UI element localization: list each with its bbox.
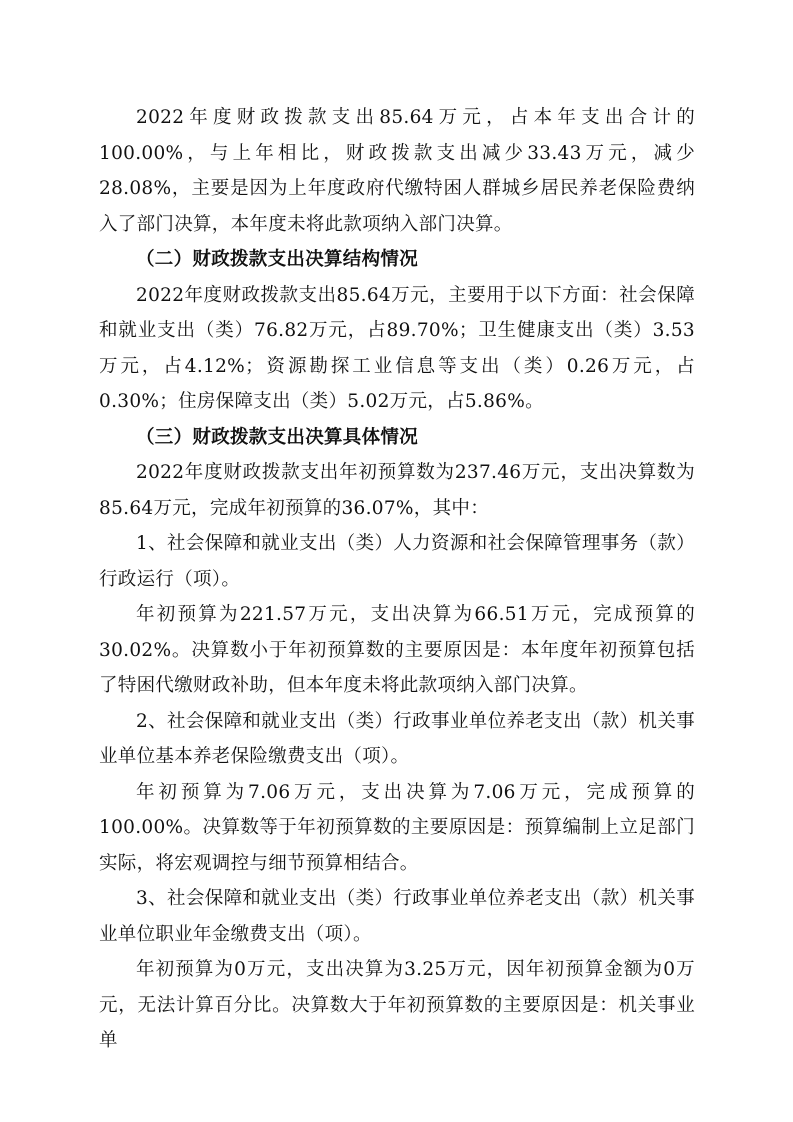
paragraph-item-1-body: 年初预算为221.57万元，支出决算为66.51万元，完成预算的30.02%。决算数小于年初预算数的主要原因是：本年度年初预算包括了特困代缴财政补助，但本年度未将此款项纳入部门决算。 <box>99 604 695 696</box>
paragraph-details-intro: 2022年度财政拨款支出年初预算数为237.46万元，支出决算数为85.64万元，完成年初预算的36.07%，其中： <box>99 462 695 519</box>
section-heading-details: （三）财政拨款支出决算具体情况 <box>136 426 419 448</box>
paragraph-item-3-body: 年初预算为0万元，支出决算为3.25万元，因年初预算金额为0万元，无法计算百分比。决算数大于年初预算数的主要原因是：机关事业单 <box>99 959 695 1051</box>
section-heading-structure: （二）财政拨款支出决算结构情况 <box>136 249 419 270</box>
paragraph-item-3-title: 3、社会保障和就业支出（类）行政事业单位养老支出（款）机关事业单位职业年金缴费支出（项）。 <box>99 888 695 945</box>
paragraph-item-1-title: 1、社会保障和就业支出（类）人力资源和社会保障管理事务（款）行政运行（项）。 <box>99 533 695 590</box>
paragraph-expenditure-overview: 2022年度财政拨款支出85.64万元，占本年支出合计的100.00%，与上年相比，财政拨款支出减少33.43万元，减少28.08%，主要是因为上年度政府代缴特困人群城乡居民养老保险费纳入了部门决算，本年度未将此款项纳入部门决算。 <box>99 107 695 235</box>
paragraph-structure: 2022年度财政拨款支出85.64万元，主要用于以下方面：社会保障和就业支出（类）76.82万元，占89.70%；卫生健康支出（类）3.53万元，占4.12%；资源勘探工业信息等支出（类）0.26万元，占0.30%；住房保障支出（类）5.02万元，占5.86%。 <box>99 284 695 412</box>
paragraph-item-2-body: 年初预算为7.06万元，支出决算为7.06万元，完成预算的100.00%。决算数等于年初预算数的主要原因是：预算编制上立足部门实际，将宏观调控与细节预算相结合。 <box>99 781 695 874</box>
paragraph-item-2-title: 2、社会保障和就业支出（类）行政事业单位养老支出（款）机关事业单位基本养老保险缴费支出（项）。 <box>99 710 695 767</box>
document-body <box>99 100 695 1059</box>
